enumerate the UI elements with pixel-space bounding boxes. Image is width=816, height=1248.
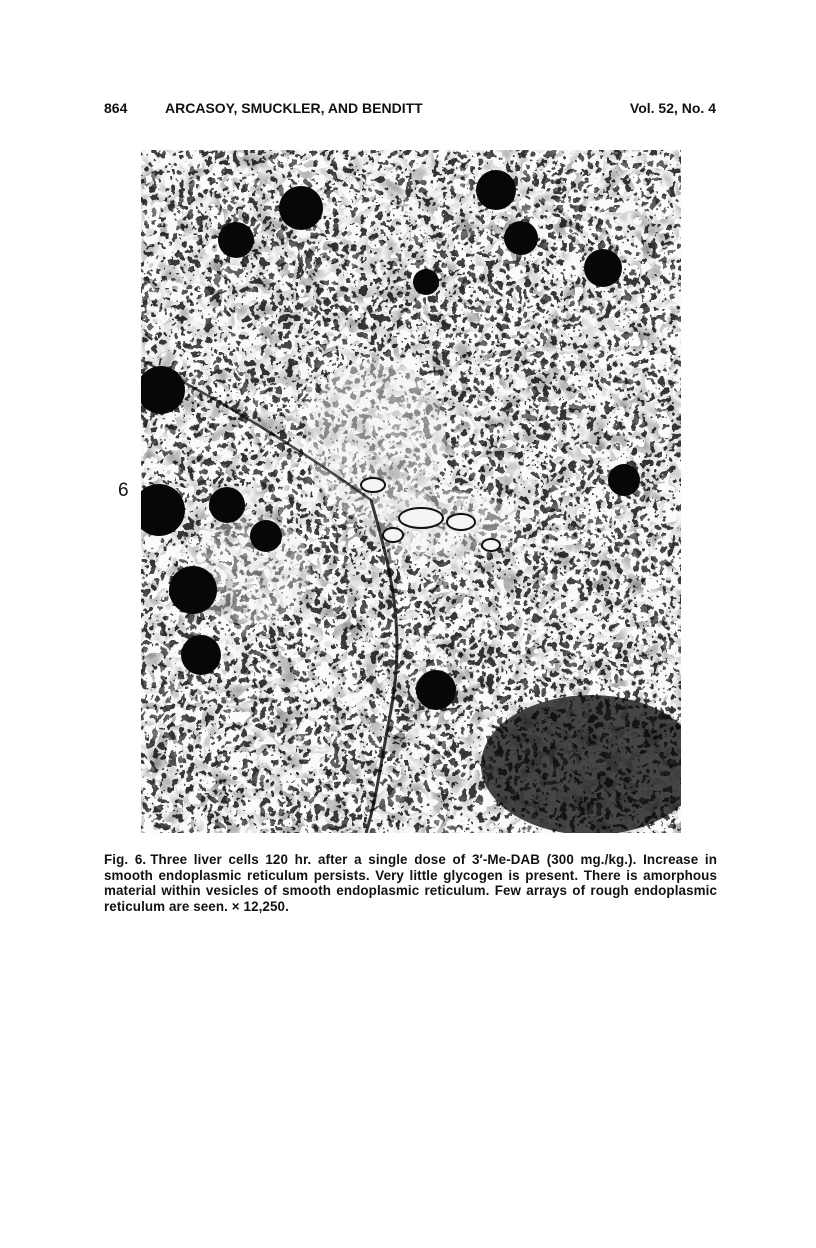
figure-caption xyxy=(104,852,717,914)
mitochondrion xyxy=(584,249,622,287)
figure-number: 6 xyxy=(118,480,129,501)
mitochondrion xyxy=(250,520,282,552)
figure-caption-label: Fig. 6. xyxy=(104,852,147,867)
vesicle xyxy=(399,508,443,528)
mitochondrion xyxy=(413,269,439,295)
mitochondrion xyxy=(218,222,254,258)
electron-micrograph xyxy=(141,150,681,833)
mitochondrion xyxy=(181,635,221,675)
mitochondrion xyxy=(279,186,323,230)
mitochondrion xyxy=(504,221,538,255)
page-number: 864 xyxy=(104,100,128,116)
mitochondrion xyxy=(476,170,516,210)
vesicle xyxy=(447,514,475,530)
micrograph-texture xyxy=(141,150,681,833)
vesicle xyxy=(361,478,385,492)
vesicle xyxy=(383,528,403,542)
mitochondrion xyxy=(209,487,245,523)
running-header-authors: ARCASOY, SMUCKLER, AND BENDITT xyxy=(165,100,423,116)
figure-caption-text: Three liver cells 120 hr. after a single dose of 3′-Me-DAB (300 mg./kg.). Increase in smooth endoplasmic reticulum persists. Very little glycogen is present. There is amorphous material within vesicles of smooth endoplasmic reticulum. Few arrays of rough endoplasmic reticulum are seen. × 12,250. xyxy=(104,852,717,914)
mitochondrion xyxy=(169,566,217,614)
journal-volume: Vol. 52, No. 4 xyxy=(629,100,716,116)
mitochondrion xyxy=(416,670,456,710)
vesicle xyxy=(482,539,500,551)
running-header xyxy=(104,100,716,122)
mitochondrion xyxy=(608,464,640,496)
